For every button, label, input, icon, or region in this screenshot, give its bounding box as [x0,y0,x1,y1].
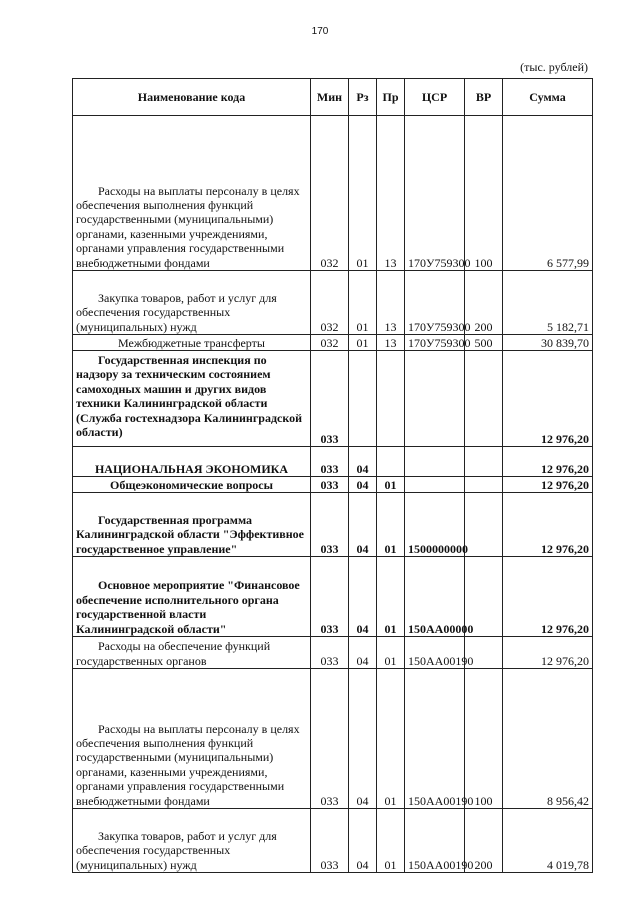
table-row [73,637,593,669]
row-min: 033 [311,351,349,447]
row-vr [465,447,503,477]
row-rz: 04 [349,477,377,493]
row-pr: 01 [377,809,405,873]
table-row [73,116,593,271]
header-rz: Рз [349,79,377,116]
row-name: Основное мероприятие "Финансовое обеспечение исполнительного органа государственной власти Калининградской области" [73,557,311,637]
row-min: 032 [311,335,349,351]
row-min: 032 [311,271,349,335]
row-sum: 12 976,20 [503,557,593,637]
header-vr: ВР [465,79,503,116]
row-pr [377,447,405,477]
row-sum: 12 976,20 [503,477,593,493]
table-row [73,809,593,873]
table-row [73,335,593,351]
row-name: Закупка товаров, работ и услуг для обеспечения государственных (муниципальных) нужд [73,809,311,873]
row-rz: 04 [349,493,377,557]
row-name: Государственная инспекция по надзору за техническим состоянием самоходных машин и других видов техники Калининградской области (Служба гостехнадзора Калининградской области) [73,351,311,447]
row-csr: 170У759300 [405,335,465,351]
row-name: Межбюджетные трансферты [73,335,311,351]
units-label: (тыс. рублей) [520,60,588,74]
row-csr [405,351,465,447]
row-pr: 01 [377,637,405,669]
row-pr [377,351,405,447]
row-vr: 100 [465,116,503,271]
row-sum: 30 839,70 [503,335,593,351]
row-csr [405,477,465,493]
row-pr: 13 [377,335,405,351]
row-sum: 12 976,20 [503,351,593,447]
row-vr: 200 [465,271,503,335]
row-csr: 150АА00000 [405,557,465,637]
row-sum: 8 956,42 [503,669,593,809]
table-header-row [73,79,593,116]
row-rz: 01 [349,335,377,351]
row-min: 033 [311,557,349,637]
row-name: Расходы на обеспечение функций государственных органов [73,637,311,669]
row-sum: 12 976,20 [503,493,593,557]
row-pr: 01 [377,477,405,493]
row-pr: 01 [377,493,405,557]
row-name: Расходы на выплаты персоналу в целях обеспечения выполнения функций государственными (муниципальными) органами, казенными учреждениями, органами управления государственными внебюджетными фондами [73,116,311,271]
row-pr: 13 [377,116,405,271]
row-rz [349,351,377,447]
row-name: Общеэкономические вопросы [73,477,311,493]
row-sum: 6 577,99 [503,116,593,271]
page-number: 170 [311,26,329,37]
row-rz: 01 [349,116,377,271]
row-csr: 150АА00190 [405,809,465,873]
row-rz: 04 [349,669,377,809]
row-sum: 4 019,78 [503,809,593,873]
row-rz: 01 [349,271,377,335]
table-row [73,271,593,335]
row-csr: 170У759300 [405,271,465,335]
row-min: 033 [311,669,349,809]
table-row [73,557,593,637]
row-pr: 13 [377,271,405,335]
row-min: 033 [311,447,349,477]
row-name: НАЦИОНАЛЬНАЯ ЭКОНОМИКА [73,447,311,477]
table-row [73,351,593,447]
row-min: 033 [311,637,349,669]
table-row [73,447,593,477]
table-row [73,477,593,493]
row-name: Расходы на выплаты персоналу в целях обеспечения выполнения функций государственными (муниципальными) органами, казенными учреждениями, органами управления государственными внебюджетными фондами [73,669,311,809]
row-pr: 01 [377,557,405,637]
budget-table [72,78,593,873]
row-vr [465,477,503,493]
row-csr: 1500000000 [405,493,465,557]
row-name: Закупка товаров, работ и услуг для обеспечения государственных (муниципальных) нужд [73,271,311,335]
row-vr: 100 [465,669,503,809]
header-min: Мин [311,79,349,116]
row-rz: 04 [349,447,377,477]
table-row [73,669,593,809]
row-vr: 500 [465,335,503,351]
row-sum: 12 976,20 [503,447,593,477]
row-csr: 150АА00190 [405,669,465,809]
row-sum: 5 182,71 [503,271,593,335]
row-csr: 170У759300 [405,116,465,271]
row-min: 033 [311,477,349,493]
header-pr: Пр [377,79,405,116]
row-name: Государственная программа Калининградской области "Эффективное государственное управление" [73,493,311,557]
row-sum: 12 976,20 [503,637,593,669]
row-rz: 04 [349,809,377,873]
row-min: 033 [311,809,349,873]
row-rz: 04 [349,557,377,637]
row-min: 033 [311,493,349,557]
header-name: Наименование кода [73,79,311,116]
row-csr [405,447,465,477]
header-csr: ЦСР [405,79,465,116]
row-csr: 150АА00190 [405,637,465,669]
row-vr [465,351,503,447]
row-pr: 01 [377,669,405,809]
row-rz: 04 [349,637,377,669]
header-sum: Сумма [503,79,593,116]
row-vr: 200 [465,809,503,873]
row-min: 032 [311,116,349,271]
row-vr [465,493,503,557]
table-row [73,493,593,557]
